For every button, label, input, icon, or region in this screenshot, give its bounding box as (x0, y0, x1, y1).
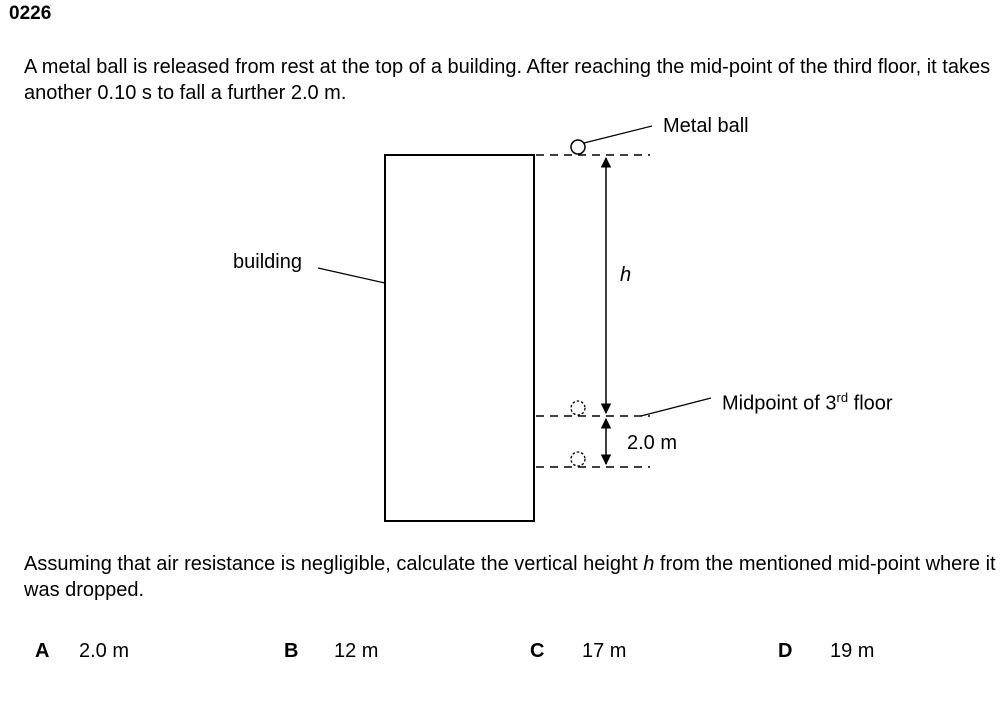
metal-ball-label: Metal ball (663, 115, 749, 137)
option-text: 17 m (582, 640, 627, 662)
option-d[interactable] (778, 639, 874, 663)
question-prompt: Assuming that air resistance is negligible, calculate the vertical height h from the mentioned mid-point where it was dropped. (24, 553, 996, 601)
option-letter: D (778, 640, 793, 662)
option-letter: B (284, 640, 299, 662)
option-text: 2.0 m (79, 640, 130, 662)
distance-label: 2.0 m (627, 432, 678, 454)
midpoint-label: Midpoint of 3rd floor (722, 390, 893, 415)
height-h-label: h (620, 264, 632, 286)
ball-ghost-bottom (571, 452, 585, 466)
question-number: 0226 (9, 3, 52, 24)
building-leader-line (318, 268, 385, 283)
option-letter: A (35, 640, 50, 662)
option-text: 12 m (334, 640, 379, 662)
midpoint-leader-line (641, 398, 711, 416)
option-b[interactable] (284, 639, 378, 663)
question-intro: A metal ball is released from rest at the top of a building. After reaching the mid-point of the third floor, it takes another 0.10 s to fall a further 2.0 m. (24, 56, 991, 104)
ball-ghost-midpoint (571, 401, 585, 415)
metal-ball-top (571, 140, 585, 154)
option-c[interactable] (530, 639, 626, 663)
building-rectangle (385, 155, 534, 521)
building-label: building (233, 251, 302, 273)
ball-leader-line (584, 126, 652, 143)
option-text: 19 m (830, 640, 875, 662)
option-letter: C (530, 640, 545, 662)
option-a[interactable] (35, 639, 129, 663)
